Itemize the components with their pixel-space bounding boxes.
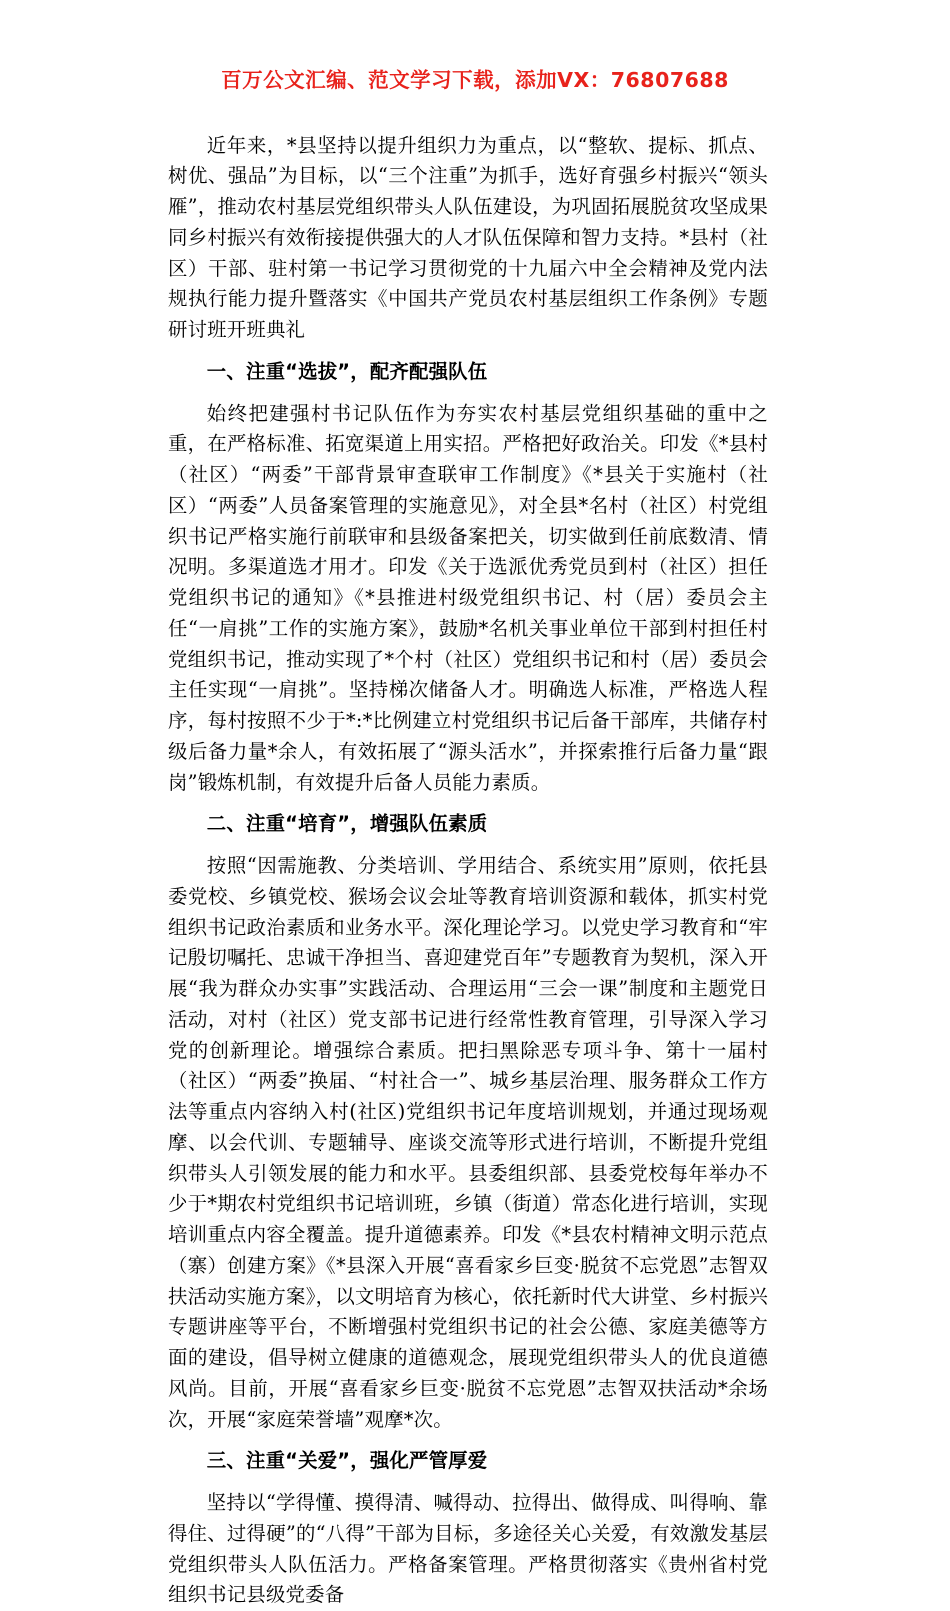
paragraph-section-1: 始终把建强村书记队伍作为夯实农村基层党组织基础的重中之重，在严格标准、拓宽渠道上用实招。严格把好政治关。印发《*县村（社区）“两委”干部背景审查联审工作制度》《*县关于实施村（社区）“两委”人员备案管理的实施意见》，对全县*名村（社区）村党组织书记严格实施行前联审和县级备案把关，切实做到任前底数清、情况明。多渠道选才用才。印发《关于选派优秀党员到村（社区）担任党组织书记的通知》《*县推进村级党组织书记、村（居）委员会主任“一肩挑”工作的实施方案》，鼓励*名机关事业单位干部到村担任村党组织书记，推动实现了*个村（社区）党组织书记和村（居）委员会主任实现“一肩挑”。坚持梯次储备人才。明确选人标准，严格选人程序，每村按照不少于*:*比例建立村党组织书记后备干部库，共储存村级后备力量*余人，有效拓展了“源头活水”，并探索推行后备力量“跟岗”锻炼机制，有效提升后备人员能力素质。 xyxy=(168,401,768,794)
section-heading-1: 一、注重“选拔”，配齐配强队伍 xyxy=(206,359,488,383)
paragraph-intro: 近年来，*县坚持以提升组织力为重点，以“整软、提标、抓点、树优、强品”为目标，以“三个注重”为抓手，选好育强乡村振兴“领头雁”，推动农村基层党组织带头人队伍建设，为巩固拓展脱贫攻坚成果同乡村振兴有效衔接提供强大的人才队伍保障和智力支持。*县村（社区）干部、驻村第一书记学习贯彻党的十九届六中全会精神及党内法规执行能力提升暨落实《中国共产党员农村基层组织工作条例》专题研讨班开班典礼 xyxy=(168,133,768,342)
section-heading-3: 三、注重“关爱”，强化严管厚爱 xyxy=(206,1449,488,1473)
paragraph-spacer xyxy=(168,1435,768,1446)
promo-banner: 百万公文汇编、范文学习下载，添加VX：76807688 xyxy=(221,68,729,92)
paragraph-section-3: 坚持以“学得懂、摸得清、喊得动、拉得出、做得成、叫得响、靠得住、过得硬”的“八得”干部为目标，多途径关心关爱，有效激发基层党组织带头人队伍活力。严格备案管理。严格贯彻落实《贵州省村党组织书记县级党委备 xyxy=(168,1491,768,1607)
paragraph-section-2: 按照“因需施教、分类培训、学用结合、系统实用”原则，依托县委党校、乡镇党校、猴场会议会址等教育培训资源和载体，抓实村党组织书记政治素质和业务水平。深化理论学习。以党史学习教育和“牢记殷切嘱托、忠诚干净担当、喜迎建党百年”专题教育为契机，深入开展“我为群众办实事”实践活动、合理运用“三会一课”制度和主题党日活动，对村（社区）党支部书记进行经常性教育管理，引导深入学习党的创新理论。增强综合素质。把扫黑除恶专项斗争、第十一届村（社区）“两委”换届、“村社合一”、城乡基层治理、服务群众工作方法等重点内容纳入村(社区)党组织书记年度培训规划，并通过现场观摩、以会代训、专题辅导、座谈交流等形式进行培训，不断提升党组织带头人引领发展的能力和水平。县委组织部、县委党校每年举办不少于*期农村党组织书记培训班，乡镇（街道）常态化进行培训，实现培训重点内容全覆盖。提升道德素养。印发《*县农村精神文明示范点（寨）创建方案》《*县深入开展“喜看家乡巨变·脱贫不忘党恩”志智双扶活动实施方案》，以文明培育为核心，依托新时代大讲堂、乡村振兴专题讲座等平台，不断增强村党组织书记的社会公德、家庭美德等方面的建设，倡导树立健康的道德观念，展现党组织带头人的优良道德风尚。目前，开展“喜看家乡巨变·脱贫不忘党恩”志智双扶活动*余场次，开展“家庭荣誉墙”观摩*次。 xyxy=(168,854,768,1431)
section-heading-2: 二、注重“培育”，增强队伍素质 xyxy=(206,812,488,836)
paragraph-spacer xyxy=(168,1477,768,1488)
paragraph-spacer xyxy=(168,388,768,399)
document-body xyxy=(0,131,950,1611)
paragraph-spacer xyxy=(168,798,768,809)
paragraph-spacer xyxy=(168,346,768,357)
paragraph-spacer xyxy=(168,840,768,851)
